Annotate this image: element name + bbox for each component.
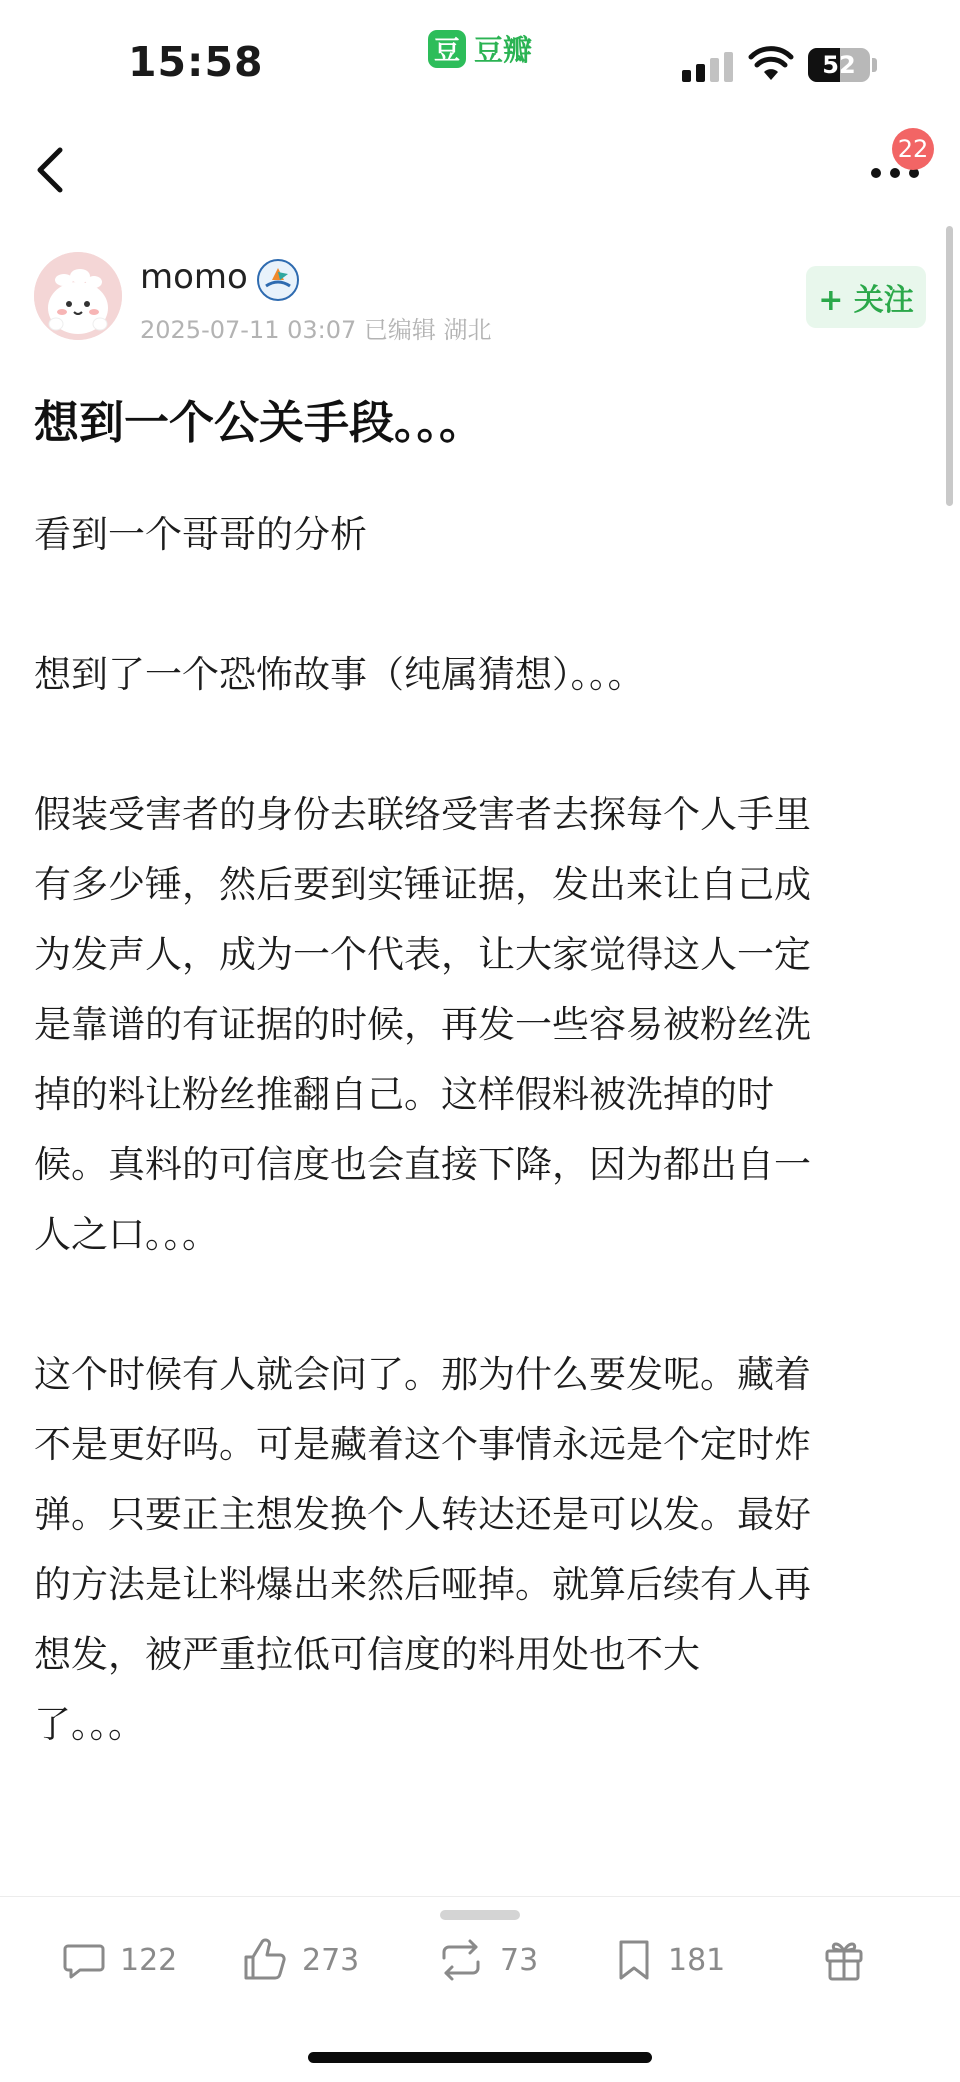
repost-count: 73 — [500, 1942, 539, 1978]
back-button[interactable] — [26, 140, 76, 200]
battery-level: 52 — [822, 51, 856, 79]
author-name[interactable]: momo — [140, 257, 248, 297]
like-count: 273 — [302, 1942, 360, 1978]
notification-badge[interactable]: 22 — [892, 128, 934, 170]
post-paragraph: 想到了一个恐怖故事（纯属猜想）。。。 — [34, 653, 645, 696]
avatar-character-icon — [34, 252, 122, 340]
like-button[interactable] — [242, 1930, 359, 1990]
grab-handle[interactable] — [440, 1910, 520, 1920]
scrollbar[interactable] — [946, 226, 953, 506]
avatar[interactable] — [34, 252, 122, 340]
cellular-signal-icon — [682, 52, 734, 82]
post-meta: 2025-07-11 03:07 已编辑 湖北 — [140, 316, 492, 344]
comment-count: 122 — [120, 1942, 178, 1978]
follow-button[interactable]: + 关注 — [806, 266, 926, 328]
app-indicator — [428, 28, 532, 69]
post-paragraph: 看到一个哥哥的分析 — [34, 513, 367, 556]
battery-icon — [808, 48, 870, 82]
douban-logo-icon: 豆 — [428, 30, 466, 68]
comment-button[interactable] — [62, 1930, 177, 1990]
status-time: 15:58 — [128, 38, 264, 86]
collect-count: 181 — [668, 1942, 726, 1978]
post-title: 想到一个公关手段。。。 — [34, 396, 485, 449]
home-indicator[interactable] — [308, 2052, 652, 2063]
app-name: 豆瓣 — [474, 33, 533, 67]
post-paragraph: 这个时候有人就会问了。那为什么要发呢。藏着 不是更好吗。可是藏着这个事情永远是个定时炸 弹。只要正主想发换个人转达还是可以发。最好 的方法是让料爆出来然后哑掉。就算后续有人再 想发，被严重拉低可信度的料用处也不大 了。。。 — [34, 1353, 811, 1746]
collect-button[interactable] — [614, 1930, 725, 1990]
gift-button[interactable] — [822, 1930, 866, 1990]
verified-icon — [256, 258, 300, 302]
post-paragraph: 假装受害者的身份去联络受害者去探每个人手里 有多少锤，然后要到实锤证据，发出来让自己成 为发声人，成为一个代表，让大家觉得这人一定 是靠谱的有证据的时候，再发一些容易被粉丝洗 掉的料让粉丝推翻自己。这样假料被洗掉的时 候。真料的可信度也会直接下降，因为都出自一 人之口。。。 — [34, 793, 811, 1256]
back-arrow-icon — [26, 140, 76, 200]
repost-button[interactable] — [436, 1930, 538, 1990]
thumbs-up-icon — [242, 1937, 288, 1983]
status-bar — [0, 0, 960, 110]
post-body — [34, 500, 914, 1760]
bookmark-icon — [614, 1938, 654, 1982]
battery-nub — [872, 58, 877, 72]
gift-icon — [822, 1937, 866, 1983]
comment-icon — [62, 1938, 106, 1982]
wifi-icon — [748, 46, 794, 82]
repost-icon — [436, 1938, 486, 1982]
